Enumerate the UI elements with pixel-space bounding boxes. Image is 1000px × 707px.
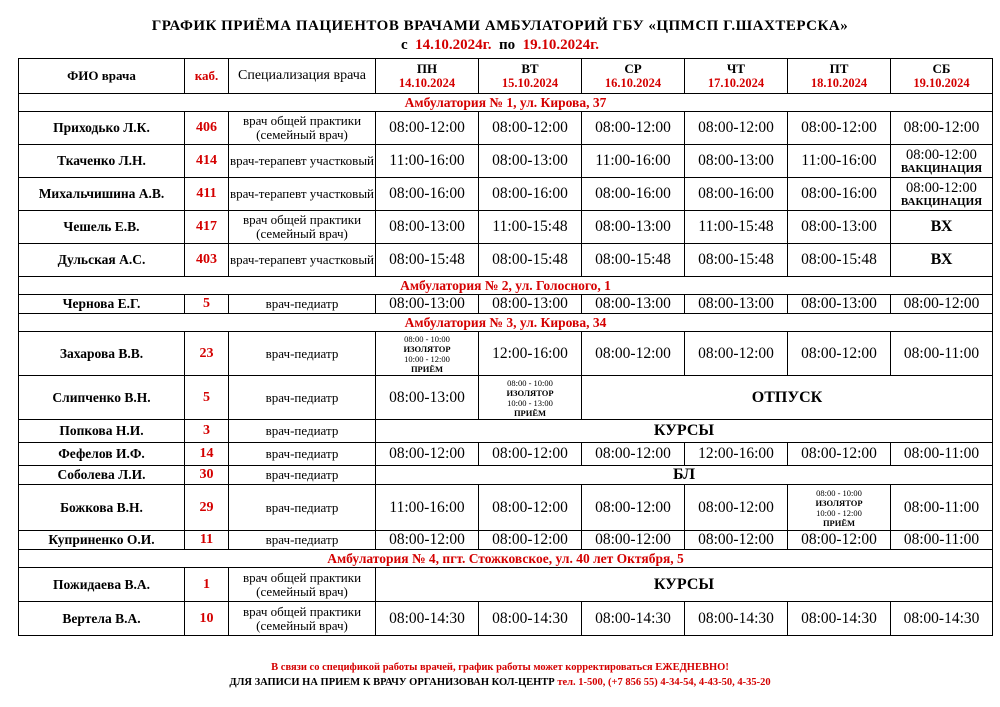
schedule-cell: 11:00-16:00: [582, 145, 685, 178]
schedule-cell: 08:00-11:00: [891, 443, 993, 466]
schedule-cell: ВХ: [891, 211, 993, 244]
schedule-cell: 08:00-16:00: [376, 178, 479, 211]
schedule-cell: 08:00-15:48: [376, 244, 479, 277]
specialization: врач общей практики (семейный врач): [229, 568, 376, 602]
schedule-cell: 08:00-15:48: [479, 244, 582, 277]
schedule-cell: 08:00-14:30: [479, 602, 582, 636]
col-day-header: [376, 59, 479, 94]
period-prefix: с: [400, 37, 408, 53]
room-number: 406: [185, 112, 229, 145]
doctor-row: [19, 244, 993, 277]
col-day-header: [891, 59, 993, 94]
specialization: врач-терапевт участковый: [229, 178, 376, 211]
section-row: [19, 277, 993, 295]
footer-callcenter: [0, 677, 1000, 688]
room-number: 10: [185, 602, 229, 636]
doctor-name: Куприненко О.И.: [19, 531, 185, 550]
split-slot-l1: ИЗОЛЯТОР: [815, 497, 863, 508]
schedule-cell: 08:00-12:00: [788, 443, 891, 466]
doctor-row: [19, 295, 993, 314]
schedule-cell: 08:00-12:00: [788, 531, 891, 550]
doctor-name: Михальчишина А.В.: [19, 178, 185, 211]
schedule-cell: 08:00-11:00: [891, 332, 993, 376]
schedule-cell: 08:00-12:00: [788, 112, 891, 145]
doctor-name: Ткаченко Л.Н.: [19, 145, 185, 178]
room-number: 5: [185, 295, 229, 314]
doctor-row: [19, 112, 993, 145]
schedule-cell: 08:00-14:30: [376, 602, 479, 636]
day-date: 14.10.2024: [398, 76, 456, 90]
schedule-cell: 12:00-16:00: [479, 332, 582, 376]
split-slot-t2: 10:00 - 13:00: [507, 397, 553, 408]
day-label: СБ: [932, 61, 951, 76]
specialization: врач-педиатр: [229, 332, 376, 376]
period: [0, 37, 1000, 54]
schedule-cell: 11:00-16:00: [376, 145, 479, 178]
schedule-cell: 08:00-13:00: [685, 295, 788, 314]
specialization: врач-педиатр: [229, 376, 376, 420]
status-cell: БЛ: [376, 466, 993, 485]
room-number: 29: [185, 485, 229, 531]
doctor-row: [19, 178, 993, 211]
schedule-cell: 08:00-12:00: [582, 112, 685, 145]
status-cell: КУРСЫ: [376, 568, 993, 602]
schedule-cell: 08:00-13:00: [582, 295, 685, 314]
schedule-cell: 08:00-12:00: [376, 531, 479, 550]
doctor-name: Дульская А.С.: [19, 244, 185, 277]
room-number: 14: [185, 443, 229, 466]
schedule-cell: 08:00-12:00: [479, 531, 582, 550]
schedule-cell: 08:00-13:00: [376, 376, 479, 420]
schedule-cell: 08:00-16:00: [582, 178, 685, 211]
schedule-cell: 08:00-15:48: [582, 244, 685, 277]
schedule-cell: [891, 178, 993, 211]
callcenter-phones: тел. 1-500, (+7 856 55) 4-34-54, 4-43-50, 4-35-20: [557, 677, 771, 688]
schedule-cell: 08:00-12:00: [582, 443, 685, 466]
schedule-cell: 08:00-11:00: [891, 531, 993, 550]
specialization: врач-терапевт участковый: [229, 145, 376, 178]
schedule-cell: 08:00-12:00: [479, 485, 582, 531]
schedule-cell: 12:00-16:00: [685, 443, 788, 466]
date-from: 14.10.2024г.: [415, 37, 492, 53]
split-slot-l1: ИЗОЛЯТОР: [506, 387, 554, 398]
schedule-cell: 11:00-16:00: [376, 485, 479, 531]
room-number: 1: [185, 568, 229, 602]
schedule-time: 08:00-12:00: [906, 179, 977, 196]
doctor-name: Приходько Л.К.: [19, 112, 185, 145]
day-date: 17.10.2024: [707, 76, 765, 90]
header-row: [19, 59, 993, 94]
schedule-cell: 08:00-12:00: [891, 112, 993, 145]
room-number: 403: [185, 244, 229, 277]
doctor-row: [19, 531, 993, 550]
schedule-cell: 08:00-13:00: [685, 145, 788, 178]
day-label: ВТ: [521, 61, 539, 76]
schedule-cell: 08:00-12:00: [685, 112, 788, 145]
col-room-header: каб.: [185, 59, 229, 94]
schedule-cell: 08:00-12:00: [582, 531, 685, 550]
room-number: 3: [185, 420, 229, 443]
specialization: врач-педиатр: [229, 485, 376, 531]
split-slot-t1: 08:00 - 10:00: [816, 487, 862, 498]
doctor-row: [19, 145, 993, 178]
footer-note: В связи со спецификой работы врачей, график работы может корректироваться ЕЖЕДНЕВНО!: [271, 662, 729, 673]
day-date: 16.10.2024: [604, 76, 662, 90]
status-cell: КУРСЫ: [376, 420, 993, 443]
schedule-cell-split: [479, 376, 582, 420]
schedule-cell: 08:00-13:00: [788, 211, 891, 244]
day-date: 18.10.2024: [810, 76, 868, 90]
room-number: 411: [185, 178, 229, 211]
schedule-cell: 08:00-14:30: [891, 602, 993, 636]
split-slot-t1: 08:00 - 10:00: [404, 333, 450, 344]
specialization: врач общей практики (семейный врач): [229, 602, 376, 636]
schedule-cell: 11:00-16:00: [788, 145, 891, 178]
split-slot-l1: ИЗОЛЯТОР: [403, 343, 451, 354]
doctor-row: [19, 466, 993, 485]
doctor-row: [19, 485, 993, 531]
schedule-cell: 08:00-15:48: [788, 244, 891, 277]
doctor-row: [19, 376, 993, 420]
schedule-cell-split: [376, 332, 479, 376]
col-day-header: [582, 59, 685, 94]
split-slot-l2: ПРИЁМ: [822, 517, 856, 528]
doctor-name: Чернова Е.Г.: [19, 295, 185, 314]
specialization: врач-педиатр: [229, 531, 376, 550]
doctor-row: [19, 443, 993, 466]
day-label: ПТ: [829, 61, 849, 76]
schedule-cell: 08:00-12:00: [582, 332, 685, 376]
doctor-name: Божкова В.Н.: [19, 485, 185, 531]
callcenter-text: ДЛЯ ЗАПИСИ НА ПРИЕМ К ВРАЧУ ОРГАНИЗОВАН КОЛ-ЦЕНТР: [229, 677, 555, 688]
doctor-name: Фефелов И.Ф.: [19, 443, 185, 466]
specialization: врач общей практики (семейный врач): [229, 112, 376, 145]
schedule-cell: 08:00-12:00: [891, 295, 993, 314]
day-label: СР: [624, 61, 642, 76]
specialization: врач-педиатр: [229, 420, 376, 443]
room-number: 417: [185, 211, 229, 244]
schedule-cell: 08:00-13:00: [788, 295, 891, 314]
schedule-time: 08:00-12:00: [906, 146, 977, 163]
schedule-cell: 08:00-12:00: [685, 332, 788, 376]
section-title: Амбулатория № 1, ул. Кирова, 37: [19, 94, 993, 112]
specialization: врач-педиатр: [229, 295, 376, 314]
room-number: 11: [185, 531, 229, 550]
doctor-row: [19, 420, 993, 443]
schedule-cell: 08:00-14:30: [685, 602, 788, 636]
col-day-header: [788, 59, 891, 94]
schedule-cell: 08:00-13:00: [376, 295, 479, 314]
split-slot-t2: 10:00 - 12:00: [404, 353, 450, 364]
doctor-name: Чешель Е.В.: [19, 211, 185, 244]
schedule-cell: 08:00-11:00: [891, 485, 993, 531]
room-number: 30: [185, 466, 229, 485]
section-title: Амбулатория № 3, ул. Кирова, 34: [19, 314, 993, 332]
doctor-name: Попкова Н.И.: [19, 420, 185, 443]
schedule-cell: 08:00-13:00: [376, 211, 479, 244]
date-to: 19.10.2024г.: [522, 37, 600, 53]
doctor-name: Слипченко В.Н.: [19, 376, 185, 420]
schedule-cell: 08:00-12:00: [582, 485, 685, 531]
specialization: врач-педиатр: [229, 443, 376, 466]
col-day-header: [685, 59, 788, 94]
schedule-cell: 08:00-14:30: [582, 602, 685, 636]
schedule-cell: 11:00-15:48: [685, 211, 788, 244]
schedule-cell: 08:00-16:00: [685, 178, 788, 211]
split-slot-l2: ПРИЁМ: [410, 363, 444, 374]
section-row: [19, 314, 993, 332]
section-title: Амбулатория № 4, пгт. Стожковское, ул. 40 лет Октября, 5: [19, 550, 993, 568]
schedule-cell: 08:00-12:00: [376, 443, 479, 466]
schedule-cell-split: [788, 485, 891, 531]
schedule-cell: 08:00-12:00: [685, 485, 788, 531]
specialization: врач-педиатр: [229, 466, 376, 485]
doctor-name: Пожидаева В.А.: [19, 568, 185, 602]
section-row: [19, 550, 993, 568]
schedule-cell: 08:00-16:00: [788, 178, 891, 211]
doctor-name: Вертела В.А.: [19, 602, 185, 636]
col-name-header: ФИО врача: [19, 59, 185, 94]
room-number: 23: [185, 332, 229, 376]
status-cell: ОТПУСК: [582, 376, 993, 420]
schedule-cell: 08:00-12:00: [685, 531, 788, 550]
schedule-cell: 08:00-13:00: [479, 145, 582, 178]
schedule-cell: 08:00-15:48: [685, 244, 788, 277]
split-slot-t2: 10:00 - 12:00: [816, 507, 862, 518]
schedule-cell: 08:00-13:00: [582, 211, 685, 244]
day-label: ПН: [416, 61, 438, 76]
vaccination-note: ВАКЦИНАЦИЯ: [900, 195, 983, 208]
doctor-row: [19, 211, 993, 244]
section-row: [19, 94, 993, 112]
doctor-row: [19, 568, 993, 602]
schedule-cell: 08:00-12:00: [479, 443, 582, 466]
period-mid: по: [499, 37, 516, 53]
specialization: врач общей практики (семейный врач): [229, 211, 376, 244]
doctor-row: [19, 332, 993, 376]
specialization: врач-терапевт участковый: [229, 244, 376, 277]
schedule-cell: ВХ: [891, 244, 993, 277]
vaccination-note: ВАКЦИНАЦИЯ: [900, 162, 983, 175]
page-title: ГРАФИК ПРИЁМА ПАЦИЕНТОВ ВРАЧАМИ АМБУЛАТОРИЙ ГБУ «ЦПМСП Г.ШАХТЕРСКА»: [151, 18, 849, 34]
schedule-table: [18, 58, 993, 636]
schedule-cell: 08:00-12:00: [479, 112, 582, 145]
split-slot-t1: 08:00 - 10:00: [507, 377, 553, 388]
section-title: Амбулатория № 2, ул. Голосного, 1: [19, 277, 993, 295]
schedule-cell: 08:00-16:00: [479, 178, 582, 211]
schedule-cell: 08:00-13:00: [479, 295, 582, 314]
split-slot-l2: ПРИЁМ: [513, 407, 547, 418]
schedule-cell: [891, 145, 993, 178]
doctor-row: [19, 602, 993, 636]
day-date: 19.10.2024: [913, 76, 970, 90]
doctor-name: Захарова В.В.: [19, 332, 185, 376]
schedule-cell: 08:00-14:30: [788, 602, 891, 636]
schedule-cell: 08:00-12:00: [788, 332, 891, 376]
room-number: 414: [185, 145, 229, 178]
schedule-cell: 08:00-12:00: [376, 112, 479, 145]
day-label: ЧТ: [726, 61, 746, 76]
col-spec-header: Специализация врача: [229, 59, 376, 94]
day-date: 15.10.2024: [501, 76, 559, 90]
schedule-cell: 11:00-15:48: [479, 211, 582, 244]
col-day-header: [479, 59, 582, 94]
room-number: 5: [185, 376, 229, 420]
doctor-name: Соболева Л.И.: [19, 466, 185, 485]
